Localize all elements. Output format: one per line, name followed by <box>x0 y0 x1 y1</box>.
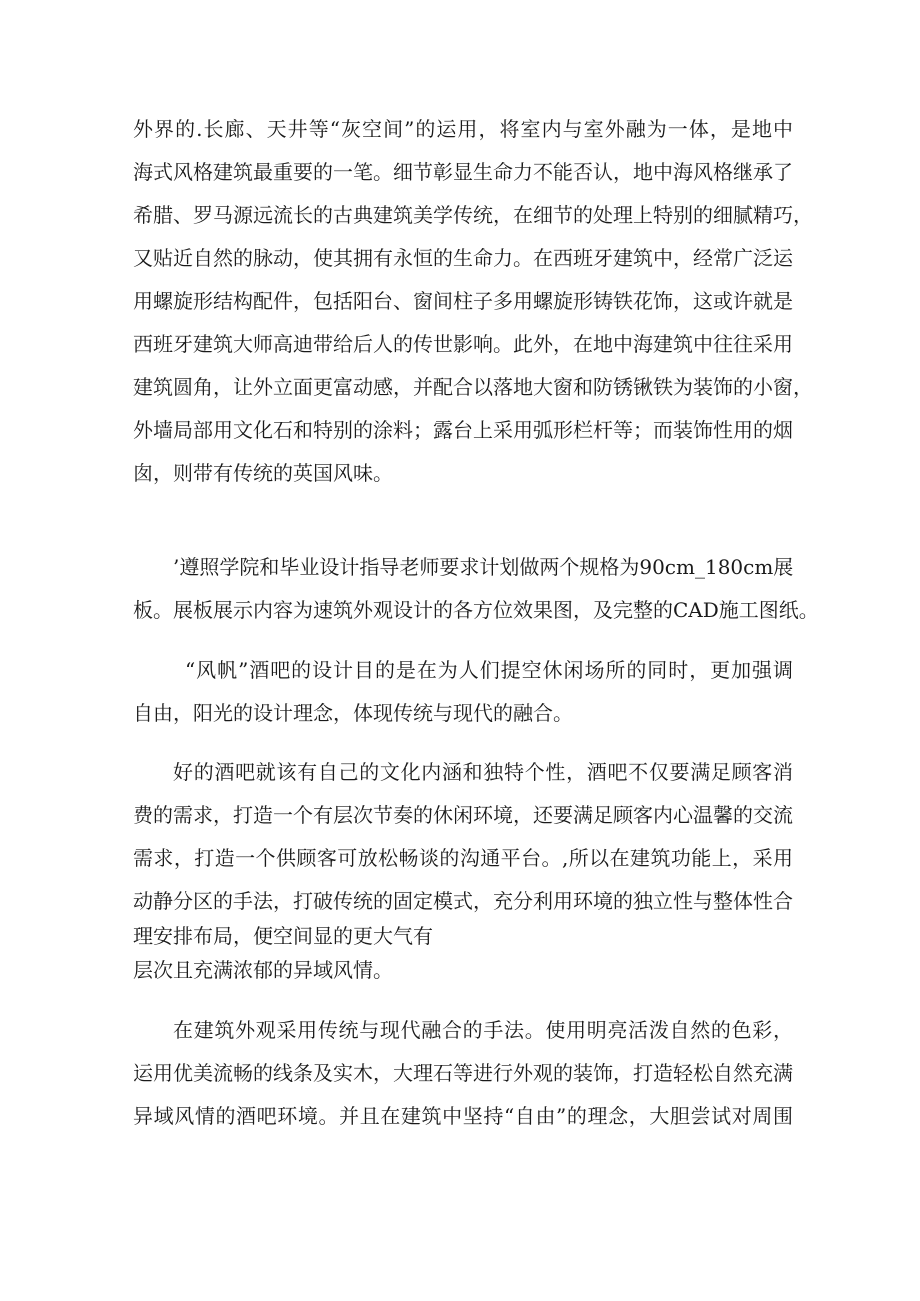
text-line: 运用优美流畅的线条及实木，大理石等进行外观的装饰，打造轻松自然充满 <box>133 1061 793 1085</box>
text-line: 建筑圆角，让外立面更富动感，并配合以落地大窗和防锈锹铁为装饰的小窗， <box>133 375 813 399</box>
text-line: 板。展板展示内容为速筑外观设计的各方位效果图，及完整的CAD施工图纸。 <box>133 598 819 622</box>
text-line: 好的酒吧就该有自己的文化内涵和独特个性，酒吧不仅要满足顾客消 <box>173 760 793 784</box>
text-line: 需求，打造一个供顾客可放松畅谈的沟通平台。,所以在建筑功能上，采用 <box>133 846 793 870</box>
text-line: 海式风格建筑最重要的一笔。细节彰显生命力不能否认，地中海风格继承了 <box>133 160 793 184</box>
text-line: “风帆”酒吧的设计目的是在为人们提空休闲场所的同时，更加强调 <box>185 658 793 682</box>
text-line: 在建筑外观采用传统与现代融合的手法。使用明亮活泼自然的色彩， <box>173 1018 793 1042</box>
text-line: 自由，阳光的设计理念，体现传统与现代的融合。 <box>133 701 573 725</box>
text-line: ’遵照学院和毕业设计指导老师要求计划做两个规格为90cm_180cm展 <box>173 555 794 579</box>
text-line: 费的需求，打造一个有层次节奏的休闲环境，还要满足顾客内心温馨的交流 <box>133 803 793 827</box>
text-line: 用螺旋形结构配件，包括阳台、窗间柱子多用螺旋形铸铁花饰，这或许就是 <box>133 289 793 313</box>
text-line: 囱，则带有传统的英国风味。 <box>133 461 393 485</box>
text-line: 外墙局部用文化石和特别的涂料；露台上采用弧形栏杆等；而装饰性用的烟 <box>133 418 793 442</box>
text-line: 希腊、罗马源远流长的古典建筑美学传统，在细节的处理上特别的细腻精巧， <box>133 203 813 227</box>
paragraph-bar-culture <box>133 751 793 992</box>
text-line: 理安排布局，便空间显的更大气有 <box>133 924 433 948</box>
text-line: 又贴近自然的脉动，使其拥有永恒的生命力。在西班牙建筑中，经常广泛运 <box>133 246 793 270</box>
text-line: 西班牙建筑大师高迪带给后人的传世影响。此外，在地中海建筑中往往采用 <box>133 332 793 356</box>
paragraph-display-boards <box>133 546 819 632</box>
text-line: 异域风情的酒吧环境。并且在建筑中坚持“自由”的理念，大胆尝试对周围 <box>133 1104 793 1128</box>
text-line: 外界的.长廊、天井等“灰空间”的运用，将室内与室外融为一体，是地中 <box>133 117 793 141</box>
paragraph-design-goal <box>133 649 793 735</box>
paragraph-exterior-design <box>133 1009 793 1138</box>
text-line: 动静分区的手法，打破传统的固定模式，充分利用环境的独立性与整体性合 <box>133 889 793 913</box>
text-line: 层次且充满浓郁的异域风情。 <box>133 958 393 982</box>
paragraph-mediterranean-style <box>133 108 813 495</box>
